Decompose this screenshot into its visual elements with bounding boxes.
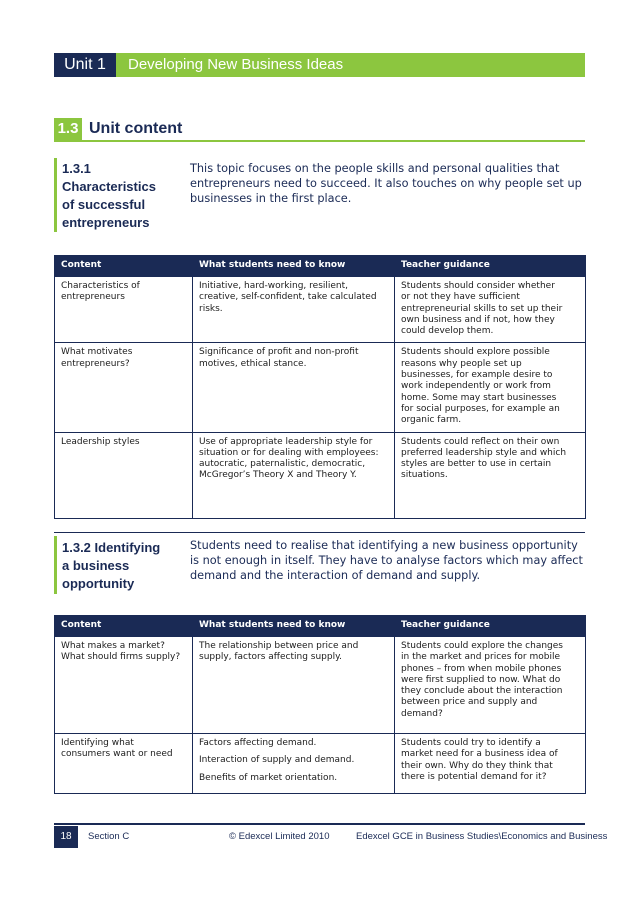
topic-2-heading-line: a business [62, 558, 130, 573]
topic-2-intro-text: Students need to realise that identifying a new business opportunity is not enough in itself. They have to analyse factors which may affect demand and the interaction of demand and supply. [190, 539, 583, 582]
cell-know [193, 734, 395, 794]
cell-line: Students should consider whether [401, 281, 555, 291]
cell-line: they conclude about the interaction [401, 686, 563, 697]
cell-line: supply, factors affecting supply. [199, 652, 343, 663]
cell-line: What should firms supply? [61, 652, 181, 663]
cell-guidance [395, 343, 586, 432]
topic-2-heading [62, 539, 160, 593]
cell-know [193, 432, 395, 518]
cell-line: The relationship between price and [199, 641, 359, 651]
cell-know [193, 343, 395, 432]
table-row [55, 432, 586, 518]
cell-line: for social purposes, for example an [401, 403, 560, 414]
table-header-row [55, 616, 586, 637]
topic-1-accent-bar [54, 158, 57, 232]
unit-banner [54, 53, 585, 77]
cell-line: situations. [401, 470, 448, 481]
topic-1-intro-block [54, 158, 585, 232]
cell-line: motives, ethical stance. [199, 358, 307, 369]
cell-line: businesses, for example desire to [401, 370, 553, 381]
section-heading [54, 118, 585, 142]
cell-line: entrepreneurial skills to set up their [401, 303, 563, 314]
column-header-content: Content [55, 256, 193, 277]
cell-line: creative, self-confident, take calculated [199, 292, 377, 303]
topic-2-heading-line: 1.3.2 Identifying [62, 540, 161, 555]
topic-2-accent-bar [54, 536, 57, 594]
cell-line: there is potential demand for it? [401, 771, 547, 782]
cell-line: Students could reflect on their own [401, 436, 560, 447]
cell-content [55, 343, 193, 432]
cell-line: work independently or work from [401, 381, 551, 392]
cell-line: between price and supply and [401, 697, 538, 708]
cell-line: McGregor’s Theory X and Theory Y. [199, 470, 357, 481]
cell-line: Use of appropriate leadership style for [199, 436, 373, 447]
table-row [55, 277, 586, 343]
section-title: Unit content [89, 120, 183, 137]
cell-guidance [395, 277, 586, 343]
topic-2-heading-line: opportunity [62, 576, 135, 591]
section-number: 1.3 [54, 118, 82, 140]
cell-line: Characteristics of [61, 281, 140, 291]
cell-guidance [395, 637, 586, 734]
topic-1-heading-line: 1.3.1 [62, 161, 91, 176]
table-row [55, 734, 586, 794]
cell-content [55, 432, 193, 518]
topic-divider [54, 532, 585, 533]
cell-content [55, 277, 193, 343]
cell-line: What motivates [61, 347, 133, 358]
cell-line: entrepreneurs? [61, 358, 130, 369]
cell-line: phones – from when mobile phones [401, 663, 562, 674]
topic-2-intro-block [54, 536, 585, 594]
cell-line: Factors affecting demand. [199, 738, 317, 748]
cell-line: demand? [401, 708, 443, 719]
cell-line: own business and if not, how they [401, 314, 555, 325]
cell-line: autocratic, paternalistic, democratic, [199, 459, 366, 470]
cell-line: preferred leadership style and which [401, 447, 567, 458]
footer-copyright: © Edexcel Limited 2010 [229, 831, 330, 842]
topic-1-intro-text: This topic focuses on the people skills and personal qualities that entrepreneurs need to succeed. It also touches on why people set up businesses in the first place. [190, 162, 582, 205]
column-header-guidance: Teacher guidance [395, 616, 586, 637]
footer-rule [54, 823, 585, 825]
cell-line: or not they have sufficient [401, 292, 520, 303]
cell-line: entrepreneurs [61, 292, 125, 303]
cell-line: organic farm. [401, 415, 462, 426]
cell-line: Students could explore the changes [401, 641, 563, 651]
cell-line: Students could try to identify a [401, 738, 541, 748]
cell-line: could develop them. [401, 326, 494, 337]
topic-1-heading-line: of successful [62, 197, 146, 212]
cell-line: situation or for dealing with employees: [199, 447, 379, 458]
footer-section: Section C [88, 831, 130, 842]
topic-1-heading-line: entrepreneurs [62, 215, 150, 230]
cell-line: risks. [199, 303, 223, 314]
table-row [55, 637, 586, 734]
page-number: 18 [54, 826, 78, 848]
cell-line: market need for a business idea of [401, 749, 558, 760]
footer-course: Edexcel GCE in Business Studies\Economics and Business [356, 831, 608, 842]
cell-line: were first supplied to now. What do [401, 674, 561, 685]
cell-line: Initiative, hard-working, resilient, [199, 281, 349, 291]
column-header-know: What students need to know [193, 256, 395, 277]
cell-line: Significance of profit and non-profit [199, 347, 359, 358]
topic-1-heading-line: Characteristics [62, 179, 156, 194]
unit-label: Unit 1 [54, 53, 116, 77]
table-header-row [55, 256, 586, 277]
cell-know [193, 637, 395, 734]
cell-line: Identifying what [61, 738, 134, 748]
column-header-content: Content [55, 616, 193, 637]
cell-content [55, 637, 193, 734]
cell-guidance [395, 432, 586, 518]
column-header-guidance: Teacher guidance [395, 256, 586, 277]
cell-line: home. Some may start businesses [401, 392, 557, 403]
cell-line: Benefits of market orientation. [199, 772, 338, 783]
column-header-know: What students need to know [193, 616, 395, 637]
unit-title: Developing New Business Ideas [128, 56, 344, 73]
cell-line: What makes a market? [61, 641, 165, 651]
cell-line: Interaction of supply and demand. [199, 755, 355, 766]
topic-2-table [54, 615, 586, 794]
cell-line: reasons why people set up [401, 358, 522, 369]
cell-line: their own. Why do they think that [401, 760, 553, 771]
topic-1-table [54, 255, 586, 519]
table-row [55, 343, 586, 432]
topic-1-heading [62, 160, 156, 232]
cell-line: Students should explore possible [401, 347, 550, 358]
cell-line: Leadership styles [61, 436, 140, 447]
cell-content [55, 734, 193, 794]
cell-line: consumers want or need [61, 749, 173, 760]
cell-know [193, 277, 395, 343]
cell-line: styles are better to use in certain [401, 459, 552, 470]
cell-line: in the market and prices for mobile [401, 652, 560, 663]
cell-guidance [395, 734, 586, 794]
